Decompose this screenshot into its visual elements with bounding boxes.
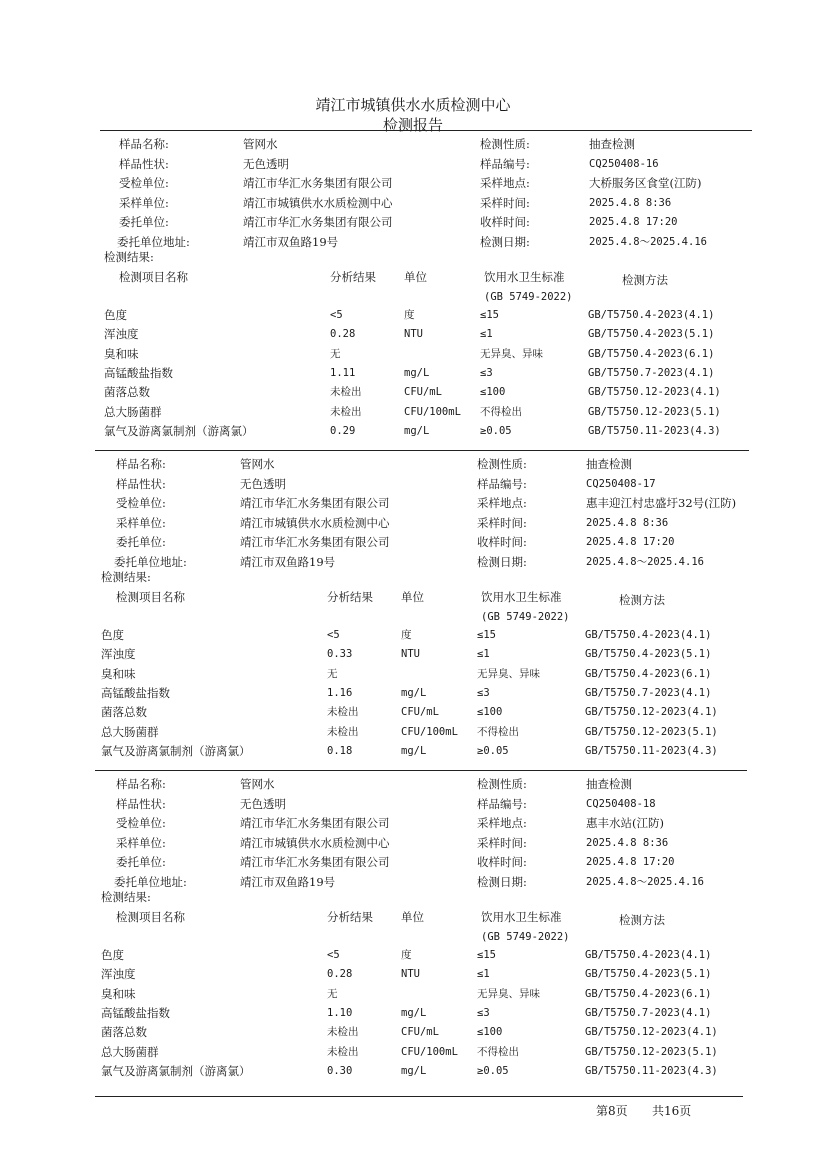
result-value: 无 (327, 987, 338, 1000)
result-standard: 不得检出 (477, 725, 519, 738)
result-method: GB/T5750.4-2023(5.1) (585, 648, 712, 661)
field-value-sample-name: 管网水 (240, 777, 275, 791)
result-value: 未检出 (327, 725, 359, 738)
col-header-std: 饮用水卫生标准 (481, 590, 562, 604)
result-item: 菌落总数 (101, 1025, 147, 1040)
field-value-test-nature: 抽查检测 (586, 457, 632, 471)
field-value-client-address: 靖江市双鱼路19号 (243, 234, 339, 249)
field-label-sample-name: 样品名称: (119, 137, 169, 151)
result-item: 臭和味 (101, 666, 136, 681)
result-method: GB/T5750.4-2023(6.1) (585, 667, 712, 680)
result-standard: ≤15 (480, 309, 499, 321)
field-label-test-nature: 检测性质: (480, 137, 530, 151)
field-value-client-unit: 靖江市华汇水务集团有限公司 (240, 855, 390, 869)
field-value-sampling-time: 2025.4.8 8:36 (586, 836, 669, 849)
result-value: 0.28 (330, 328, 356, 341)
result-standard: ≤15 (477, 949, 496, 961)
field-label-sampling-time: 采样时间: (477, 835, 527, 850)
field-value-sampling-time: 2025.4.8 8:36 (589, 196, 672, 209)
result-standard: ≤100 (477, 706, 503, 719)
result-item: 高锰酸盐指数 (104, 365, 173, 380)
result-item: 色度 (101, 628, 124, 642)
field-label-test-date: 检测日期: (480, 234, 530, 249)
field-label-inspected-unit: 受检单位: (116, 816, 166, 830)
field-label-client-address: 委托单位地址: (117, 234, 190, 249)
result-unit: CFU/100mL (404, 405, 461, 418)
field-label-client-address: 委托单位地址: (114, 554, 187, 569)
result-item: 总大肠菌群 (101, 1044, 159, 1059)
field-value-test-nature: 抽查检测 (589, 137, 635, 151)
results-label: 检测结果: (104, 250, 154, 264)
field-value-sampling-site: 惠丰水站(江防) (586, 816, 664, 830)
result-item: 浑浊度 (104, 327, 139, 342)
field-value-receive-time: 2025.4.8 17:20 (586, 856, 675, 868)
field-label-test-nature: 检测性质: (477, 457, 527, 471)
field-label-sample-state: 样品性状: (119, 156, 169, 171)
result-unit: CFU/mL (401, 706, 439, 719)
field-value-test-date: 2025.4.8～2025.4.16 (586, 875, 704, 888)
page-total: 共16页 (652, 1104, 692, 1118)
result-standard: ≤3 (477, 1006, 490, 1019)
result-method: GB/T5750.11-2023(4.3) (588, 424, 721, 437)
result-unit: mg/L (401, 744, 427, 757)
result-standard: ≥0.05 (480, 424, 512, 437)
result-item: 氯气及游离氯制剂（游离氯） (101, 1063, 251, 1078)
field-label-sample-state: 样品性状: (116, 796, 166, 811)
result-item: 色度 (104, 308, 127, 322)
result-value: <5 (327, 949, 340, 961)
col-header-std-sub: (GB 5749-2022) (481, 931, 570, 943)
results-label: 检测结果: (101, 570, 151, 584)
result-method: GB/T5750.7-2023(4.1) (585, 1006, 712, 1019)
col-header-method: 检测方法 (622, 273, 668, 287)
field-label-sampling-unit: 采样单位: (116, 515, 166, 530)
col-header-std: 饮用水卫生标准 (484, 270, 565, 284)
result-unit: NTU (401, 968, 420, 981)
field-label-receive-time: 收样时间: (477, 535, 527, 549)
col-header-unit: 单位 (401, 590, 424, 604)
field-value-inspected-unit: 靖江市华汇水务集团有限公司 (243, 176, 393, 190)
field-label-client-unit: 委托单位: (116, 855, 166, 869)
field-value-client-address: 靖江市双鱼路19号 (240, 554, 336, 569)
field-label-client-unit: 委托单位: (116, 535, 166, 549)
result-item: 浑浊度 (101, 647, 136, 662)
field-value-client-unit: 靖江市华汇水务集团有限公司 (243, 215, 393, 229)
result-unit: mg/L (401, 1006, 427, 1019)
result-item: 色度 (101, 948, 124, 962)
footer-rule (95, 1096, 743, 1097)
result-unit: 度 (404, 309, 415, 321)
field-label-sample-no: 样品编号: (477, 476, 527, 491)
result-method: GB/T5750.4-2023(5.1) (585, 968, 712, 981)
field-value-inspected-unit: 靖江市华汇水务集团有限公司 (240, 816, 390, 830)
result-standard: ≤3 (477, 686, 490, 699)
col-header-unit: 单位 (401, 910, 424, 924)
result-standard: ≥0.05 (477, 744, 509, 757)
field-label-sampling-time: 采样时间: (477, 515, 527, 530)
field-value-sample-name: 管网水 (243, 137, 278, 151)
field-label-client-address: 委托单位地址: (114, 874, 187, 889)
field-label-sampling-site: 采样地点: (477, 816, 527, 830)
field-label-sampling-site: 采样地点: (480, 176, 530, 190)
result-method: GB/T5750.4-2023(4.1) (585, 949, 712, 961)
result-item: 高锰酸盐指数 (101, 1005, 170, 1020)
result-value: 1.10 (327, 1006, 353, 1019)
field-value-sampling-unit: 靖江市城镇供水水质检测中心 (243, 195, 393, 210)
field-value-sampling-time: 2025.4.8 8:36 (586, 516, 669, 529)
col-header-result: 分析结果 (330, 270, 376, 284)
sample-divider (95, 770, 747, 771)
field-value-inspected-unit: 靖江市华汇水务集团有限公司 (240, 496, 390, 510)
field-value-receive-time: 2025.4.8 17:20 (586, 536, 675, 548)
result-unit: 度 (401, 949, 412, 961)
result-method: GB/T5750.12-2023(4.1) (588, 386, 721, 399)
result-value: 0.28 (327, 968, 353, 981)
result-unit: CFU/mL (401, 1026, 439, 1039)
field-label-inspected-unit: 受检单位: (116, 496, 166, 510)
result-method: GB/T5750.4-2023(4.1) (585, 629, 712, 641)
result-value: 0.18 (327, 744, 353, 757)
result-standard: 无异臭、异味 (480, 347, 543, 360)
result-unit: NTU (404, 328, 423, 341)
result-unit: mg/L (404, 424, 430, 437)
field-value-sampling-unit: 靖江市城镇供水水质检测中心 (240, 515, 390, 530)
result-standard: ≤100 (480, 386, 506, 399)
field-label-sample-name: 样品名称: (116, 457, 166, 471)
result-standard: ≤1 (477, 648, 490, 661)
result-value: 未检出 (327, 1026, 359, 1039)
field-label-inspected-unit: 受检单位: (119, 176, 169, 190)
field-value-receive-time: 2025.4.8 17:20 (589, 216, 678, 228)
field-value-sample-no: CQ250408-18 (586, 797, 656, 810)
result-method: GB/T5750.12-2023(5.1) (585, 1045, 718, 1058)
result-value: 0.29 (330, 424, 356, 437)
result-item: 臭和味 (104, 346, 139, 361)
result-item: 氯气及游离氯制剂（游离氯） (104, 423, 254, 438)
result-item: 菌落总数 (101, 705, 147, 720)
field-value-test-date: 2025.4.8～2025.4.16 (586, 555, 704, 568)
field-label-sample-state: 样品性状: (116, 476, 166, 491)
result-method: GB/T5750.12-2023(5.1) (585, 725, 718, 738)
results-label: 检测结果: (101, 890, 151, 904)
result-unit: CFU/100mL (401, 725, 458, 738)
field-value-sample-no: CQ250408-16 (589, 157, 659, 170)
field-value-client-unit: 靖江市华汇水务集团有限公司 (240, 535, 390, 549)
field-label-sampling-time: 采样时间: (480, 195, 530, 210)
result-item: 浑浊度 (101, 967, 136, 982)
result-value: 0.30 (327, 1064, 353, 1077)
field-label-receive-time: 收样时间: (477, 855, 527, 869)
field-label-client-unit: 委托单位: (119, 215, 169, 229)
field-value-sampling-site: 大桥服务区食堂(江防) (589, 176, 702, 190)
result-standard: 无异臭、异味 (477, 987, 540, 1000)
result-unit: mg/L (401, 686, 427, 699)
result-standard: 不得检出 (480, 405, 522, 418)
result-standard: ≤1 (477, 968, 490, 981)
field-label-sampling-site: 采样地点: (477, 496, 527, 510)
result-standard: 不得检出 (477, 1045, 519, 1058)
result-standard: 无异臭、异味 (477, 667, 540, 680)
result-item: 菌落总数 (104, 385, 150, 400)
result-item: 高锰酸盐指数 (101, 685, 170, 700)
result-item: 臭和味 (101, 986, 136, 1001)
result-unit: CFU/mL (404, 386, 442, 399)
result-standard: ≤3 (480, 366, 493, 379)
result-item: 总大肠菌群 (101, 724, 159, 739)
result-method: GB/T5750.12-2023(4.1) (585, 706, 718, 719)
result-value: 1.11 (330, 366, 356, 379)
field-label-receive-time: 收样时间: (480, 215, 530, 229)
result-method: GB/T5750.12-2023(4.1) (585, 1026, 718, 1039)
sample-divider (95, 450, 749, 451)
result-value: 无 (327, 667, 338, 680)
field-label-sample-name: 样品名称: (116, 777, 166, 791)
col-header-result: 分析结果 (327, 910, 373, 924)
col-header-item: 检测项目名称 (119, 270, 188, 284)
field-value-sample-state: 无色透明 (240, 796, 286, 811)
col-header-item: 检测项目名称 (116, 910, 185, 924)
field-label-test-date: 检测日期: (477, 554, 527, 569)
field-value-sample-state: 无色透明 (243, 156, 289, 171)
result-value: 未检出 (330, 386, 362, 399)
result-unit: mg/L (401, 1064, 427, 1077)
field-value-sampling-unit: 靖江市城镇供水水质检测中心 (240, 835, 390, 850)
report-title: 检测报告 (382, 116, 443, 134)
result-method: GB/T5750.11-2023(4.3) (585, 744, 718, 757)
result-value: 1.16 (327, 686, 353, 699)
field-label-sample-no: 样品编号: (477, 796, 527, 811)
field-value-sample-no: CQ250408-17 (586, 477, 656, 490)
col-header-item: 检测项目名称 (116, 590, 185, 604)
result-method: GB/T5750.4-2023(4.1) (588, 309, 715, 321)
result-value: 0.33 (327, 648, 353, 661)
col-header-result: 分析结果 (327, 590, 373, 604)
field-label-sampling-unit: 采样单位: (119, 195, 169, 210)
result-value: <5 (327, 629, 340, 641)
result-method: GB/T5750.4-2023(6.1) (588, 347, 715, 360)
field-label-sample-no: 样品编号: (480, 156, 530, 171)
field-value-sampling-site: 惠丰迎江村忠盛圩32号(江防) (586, 496, 737, 510)
result-standard: ≤15 (477, 629, 496, 641)
result-value: 未检出 (330, 405, 362, 418)
result-item: 氯气及游离氯制剂（游离氯） (101, 743, 251, 758)
field-value-sample-name: 管网水 (240, 457, 275, 471)
result-standard: ≤100 (477, 1026, 503, 1039)
page-number: 第8页 (596, 1104, 628, 1118)
result-method: GB/T5750.7-2023(4.1) (588, 366, 715, 379)
result-value: 无 (330, 347, 341, 360)
field-label-sampling-unit: 采样单位: (116, 835, 166, 850)
result-standard: ≥0.05 (477, 1064, 509, 1077)
result-unit: 度 (401, 629, 412, 641)
result-method: GB/T5750.7-2023(4.1) (585, 686, 712, 699)
org-title: 靖江市城镇供水水质检测中心 (315, 96, 511, 114)
result-unit: CFU/100mL (401, 1045, 458, 1058)
field-value-test-nature: 抽查检测 (586, 777, 632, 791)
col-header-method: 检测方法 (619, 593, 665, 607)
result-value: 未检出 (327, 706, 359, 719)
field-label-test-nature: 检测性质: (477, 777, 527, 791)
col-header-method: 检测方法 (619, 913, 665, 927)
result-method: GB/T5750.12-2023(5.1) (588, 405, 721, 418)
result-unit: mg/L (404, 366, 430, 379)
result-method: GB/T5750.11-2023(4.3) (585, 1064, 718, 1077)
result-standard: ≤1 (480, 328, 493, 341)
field-value-sample-state: 无色透明 (240, 476, 286, 491)
field-value-test-date: 2025.4.8～2025.4.16 (589, 235, 707, 248)
result-item: 总大肠菌群 (104, 404, 162, 419)
result-value: 未检出 (327, 1045, 359, 1058)
col-header-std-sub: (GB 5749-2022) (484, 291, 573, 303)
result-unit: NTU (401, 648, 420, 661)
result-method: GB/T5750.4-2023(6.1) (585, 987, 712, 1000)
col-header-unit: 单位 (404, 270, 427, 284)
field-value-client-address: 靖江市双鱼路19号 (240, 874, 336, 889)
result-method: GB/T5750.4-2023(5.1) (588, 328, 715, 341)
col-header-std: 饮用水卫生标准 (481, 910, 562, 924)
field-label-test-date: 检测日期: (477, 874, 527, 889)
sample-divider (100, 130, 752, 131)
result-value: <5 (330, 309, 343, 321)
col-header-std-sub: (GB 5749-2022) (481, 611, 570, 623)
